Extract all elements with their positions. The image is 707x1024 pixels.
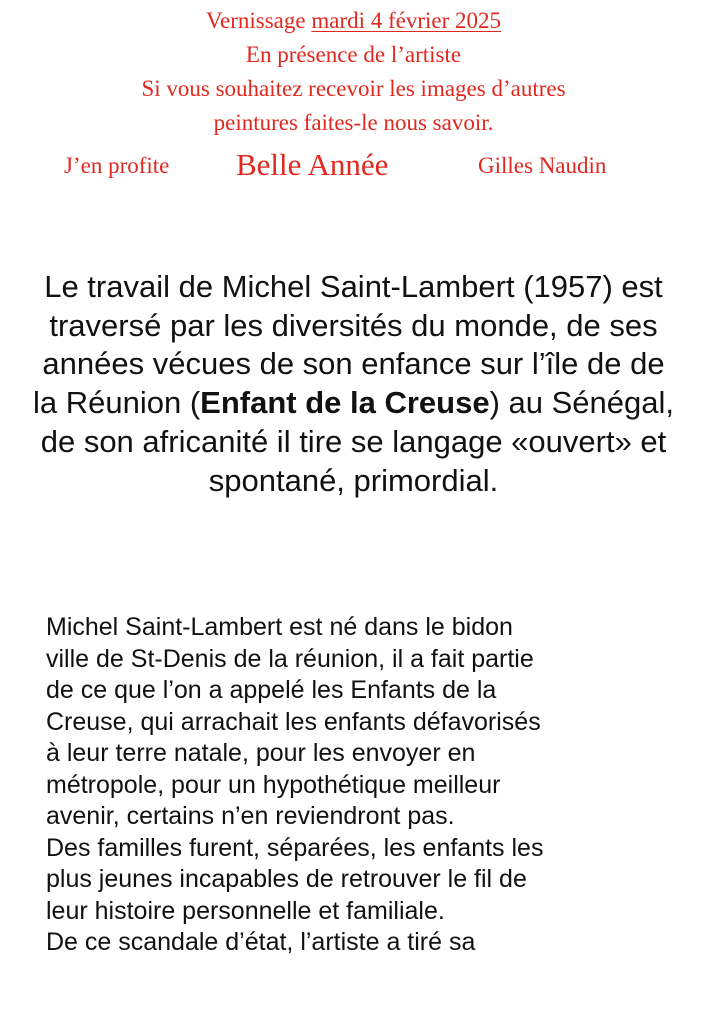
body-line: ville de St-Denis de la réunion, il a fait partie bbox=[46, 644, 534, 673]
intro-paragraph bbox=[30, 268, 677, 500]
body-line: de ce que l’on a appelé les Enfants de la bbox=[46, 676, 497, 704]
vernissage-date: mardi 4 février 2025 bbox=[311, 8, 502, 33]
signoff-author: Gilles Naudin bbox=[478, 153, 607, 178]
signoff-line bbox=[0, 144, 707, 190]
biography-paragraph bbox=[46, 612, 686, 959]
vernissage-line bbox=[0, 4, 707, 38]
intro-part-1: Le travail de Michel Saint-Lambert (1957) est traversé par les diversités du monde, de ses années vécues de son enfance sur l’île de de la Réunion ( bbox=[33, 269, 665, 421]
invitation-header bbox=[0, 4, 707, 140]
body-line: plus jeunes incapables de retrouver le fil de bbox=[46, 865, 527, 893]
body-line: Creuse, qui arrachait les enfants défavorisés bbox=[46, 707, 541, 736]
new-year-greeting: Belle Année bbox=[236, 147, 389, 182]
signoff-left: J’en profite bbox=[64, 153, 170, 178]
request-line-1: Si vous souhaitez recevoir les images d’autres bbox=[141, 76, 566, 101]
intro-part-2: ) au Sénégal, de son africanité il tire se langage «ouvert» et spontané, primordial. bbox=[40, 385, 674, 498]
body-line: à leur terre natale, pour les envoyer en bbox=[46, 739, 476, 767]
body-line: Michel Saint-Lambert est né dans le bidon bbox=[46, 613, 513, 641]
body-line: métropole, pour un hypothétique meilleur bbox=[46, 770, 501, 799]
request-line-2: peintures faites-le nous savoir. bbox=[213, 110, 494, 135]
artist-presence-line: En présence de l’artiste bbox=[245, 42, 462, 67]
body-line: avenir, certains n’en reviendront pas. bbox=[46, 802, 455, 830]
vernissage-label: Vernissage bbox=[205, 8, 312, 33]
body-line: De ce scandale d’état, l’artiste a tiré sa bbox=[46, 928, 476, 956]
body-line: Des familles furent, séparées, les enfants les bbox=[46, 833, 544, 862]
body-line: leur histoire personnelle et familiale. bbox=[46, 896, 445, 925]
intro-bold-term: Enfant de la Creuse bbox=[200, 385, 490, 421]
